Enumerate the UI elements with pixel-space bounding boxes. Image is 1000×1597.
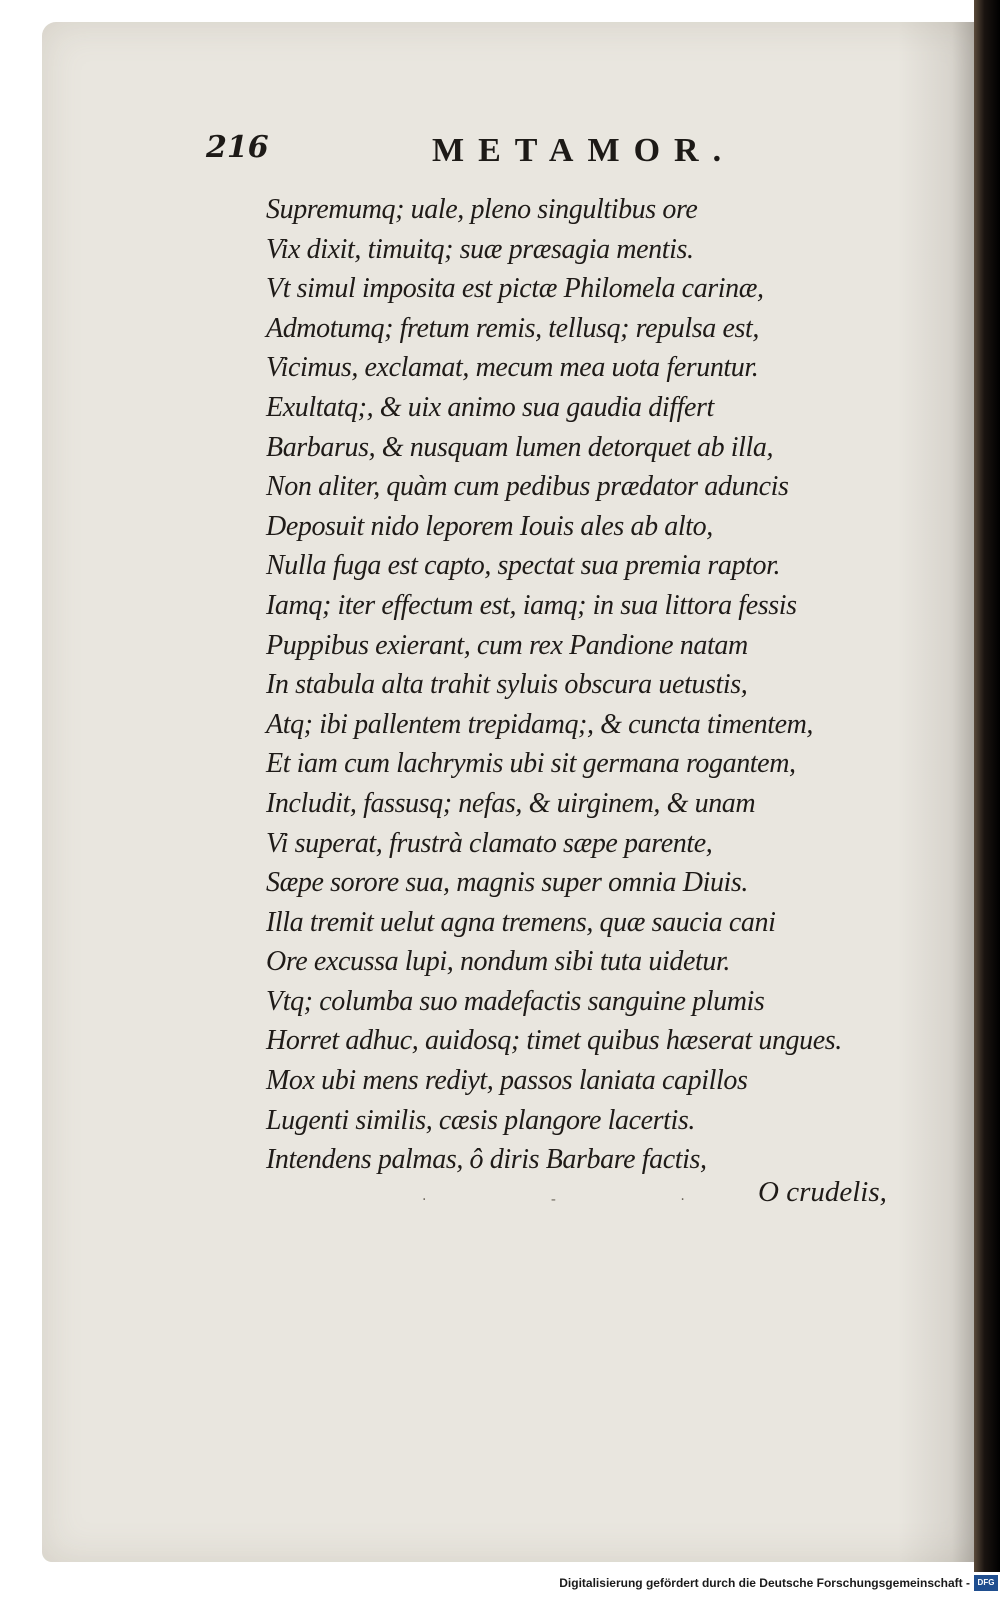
verse-line: Vicimus, exclamat, mecum mea uota feruntur. (266, 352, 759, 384)
verse-line: Iamq; iter effectum est, iamq; in sua littora fessis (266, 589, 797, 621)
verse-line: In stabula alta trahit syluis obscura uetustis, (266, 669, 748, 701)
verse-line: Vtq; columba suo madefactis sanguine plumis (266, 985, 765, 1017)
digitization-footer (0, 1572, 1000, 1597)
verse-line: Exultatq;, & uix animo sua gaudia differt (266, 391, 714, 423)
book-page (42, 22, 988, 1562)
catchword: O crudelis, (758, 1176, 887, 1208)
verse-block (266, 190, 906, 1180)
verse-line: Lugenti similis, cæsis plangore lacertis. (266, 1104, 696, 1136)
running-head (42, 130, 988, 180)
verse-line: Puppibus exierant, cum rex Pandione natam (266, 629, 748, 661)
page-number: 216 (206, 130, 269, 165)
verse-line: Non aliter, quàm cum pedibus prædator aduncis (266, 471, 789, 503)
ink-specks: · ‐ · (422, 1192, 745, 1208)
book-edge-shadow (974, 0, 1000, 1597)
verse-line: Atq; ibi pallentem trepidamq;, & cuncta timentem, (266, 708, 814, 740)
verse-line: Includit, fassusq; nefas, & uirginem, & unam (266, 787, 756, 819)
verse-line: Horret adhuc, auidosq; timet quibus hæserat ungues. (266, 1025, 842, 1057)
dfg-logo-icon: DFG (974, 1575, 998, 1591)
verse-line: Deposuit nido leporem Iouis ales ab alto, (266, 510, 713, 542)
scan-top-margin (0, 0, 1000, 22)
verse-line: Admotumq; fretum remis, tellusq; repulsa est, (266, 312, 759, 344)
verse-line: Vi superat, frustrà clamato sæpe parente, (266, 827, 713, 859)
verse-line: Vt simul imposita est pictæ Philomela carinæ, (266, 273, 764, 305)
verse-line: Mox ubi mens rediyt, passos laniata capillos (266, 1065, 748, 1097)
verse-line: Ore excussa lupi, nondum sibi tuta uidetur. (266, 946, 730, 978)
funding-credit: Digitalisierung gefördert durch die Deutsche Forschungsgemeinschaft - (559, 1576, 970, 1590)
verse-line: Nulla fuga est capto, spectat sua premia raptor. (266, 550, 781, 582)
verse-line: Supremumq; uale, pleno singultibus ore (266, 194, 698, 225)
running-title: METAMOR. (432, 132, 736, 169)
verse-line: Illa tremit uelut agna tremens, quæ saucia cani (266, 906, 776, 938)
verse-line: Barbarus, & nusquam lumen detorquet ab illa, (266, 431, 774, 463)
verse-line: Et iam cum lachrymis ubi sit germana rogantem, (266, 748, 796, 780)
verse-line: Sæpe sorore sua, magnis super omnia Diuis. (266, 867, 749, 899)
verse-line: Vix dixit, timuitq; suæ præsagia mentis. (266, 233, 694, 265)
verse-line: Intendens palmas, ô diris Barbare factis, (266, 1144, 707, 1176)
